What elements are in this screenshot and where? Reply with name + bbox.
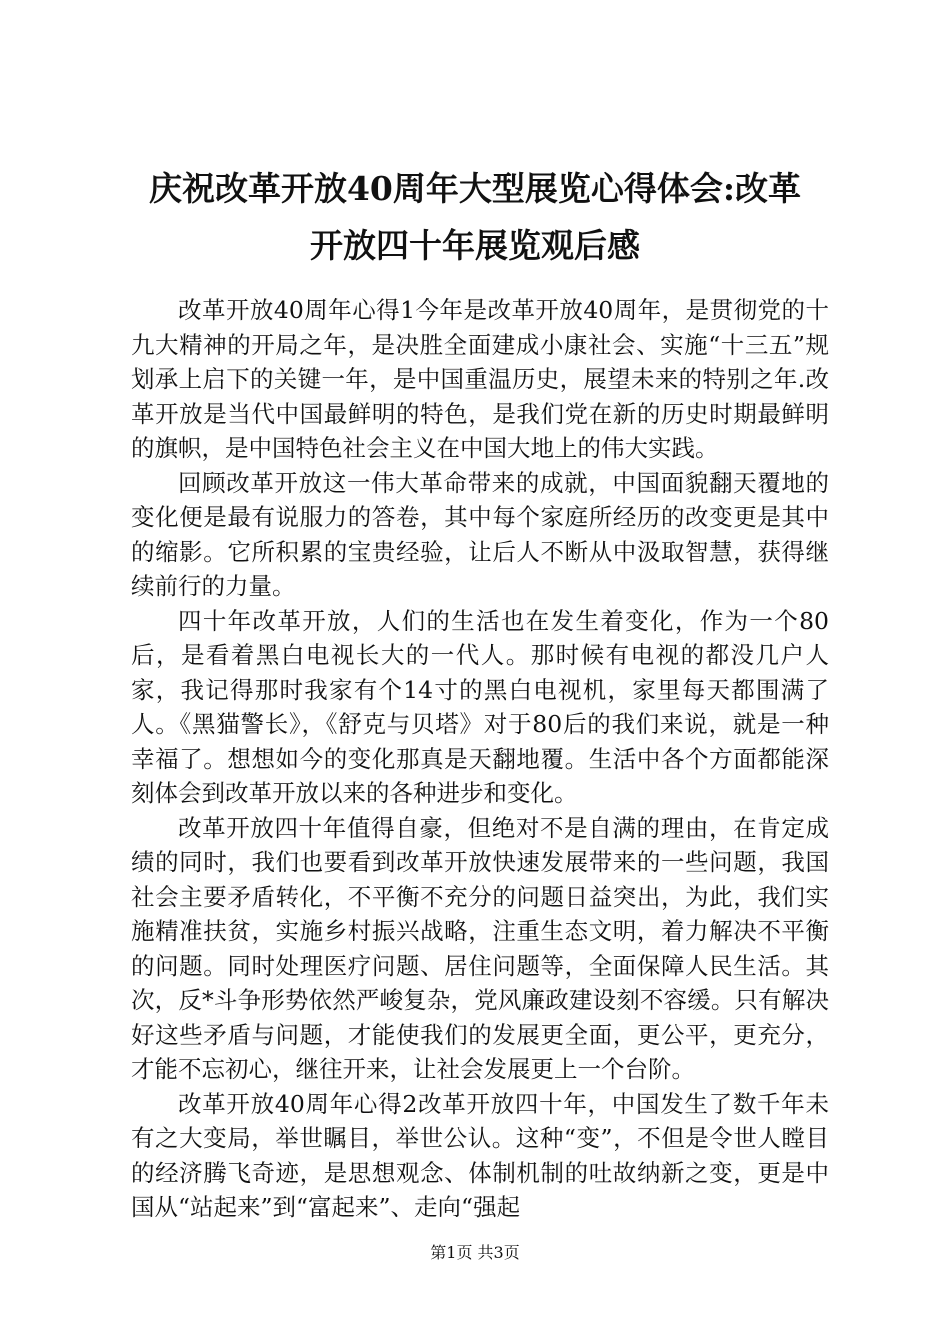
paragraph-3: 四十年改革开放，人们的生活也在发生着变化，作为一个80后，是看着黑白电视长大的一代人。那时候有电视的都没几户人家，我记得那时我家有个14寸的黑白电视机，家里每天都围满了人。《黑猫警长》，《舒克与贝塔》对于80后的我们来说，就是一种幸福了。想想如今的变化那真是天翻地覆。生活中各个方面都能深刻体会到改革开放以来的各种进步和变化。 [131,606,829,807]
paragraph-4: 改革开放四十年值得自豪，但绝对不是自满的理由，在肯定成绩的同时，我们也要看到改革开放快速发展带来的一些问题，我国社会主要矛盾转化，不平衡不充分的问题日益突出，为此，我们实施精准扶贫，实施乡村振兴战略，注重生态文明，着力解决不平衡的问题。同时处理医疗问题、居住问题等，全面保障人民生活。其次，反*斗争形势依然严峻复杂，党风廉政建设刻不容缓。只有解决好这些矛盾与问题，才能使我们的发展更全面，更公平，更充分，才能不忘初心，继往开来，让社会发展更上一个台阶。 [131,813,829,1083]
title-line-2: 开放四十年展览观后感 [310,226,640,265]
title-line-1: 庆祝改革开放40周年大型展览心得体会:改革 [148,169,802,208]
paragraph-1: 改革开放40周年心得1今年是改革开放40周年，是贯彻党的十九大精神的开局之年，是决胜全面建成小康社会、实施“十三五”规划承上启下的关键一年，是中国重温历史，展望未来的特别之年.改革开放是当代中国最鲜明的特色，是我们党在新的历史时期最鲜明的旗帜，是中国特色社会主义在中国大地上的伟大实践。 [131,296,829,462]
document-title [120,160,830,274]
paragraph-2: 回顾改革开放这一伟大革命带来的成就，中国面貌翻天覆地的变化便是最有说服力的答卷，其中每个家庭所经历的改变更是其中的缩影。它所积累的宝贵经验，让后人不断从中汲取智慧，获得继续前行的力量。 [131,468,829,600]
paragraph-5: 改革开放40周年心得2改革开放四十年，中国发生了数千年未有之大变局，举世瞩目，举世公认。这种“变”，不但是令世人瞠目的经济腾飞奇迹，是思想观念、体制机制的吐故纳新之变，更是中国从“站起来”到“富起来”、走向“强起 [131,1089,829,1221]
document-body [131,293,829,1225]
page-footer: 第1页 共3页 [430,1243,520,1262]
